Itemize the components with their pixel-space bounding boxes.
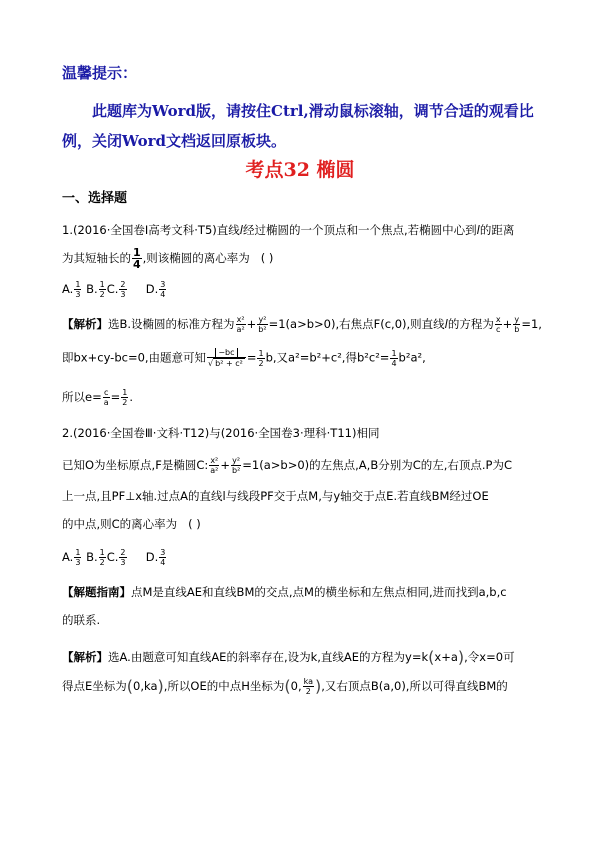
page-title: 考点32 椭圆 xyxy=(245,159,355,181)
q2-guide-line2: 的联系. xyxy=(62,613,101,627)
q1-solution-line2: 即bx+cy-bc=0,由题意可知 $\frac{-bc}{\text{√ b² + c²}}$ = $\frac{1}{2}$ b,又a²=b²+c²,得b²c²= $\frac{1}{4}$ b²a², xyxy=(62,348,426,368)
tip-title: 温馨提示： xyxy=(62,64,138,82)
q2-solution-line1: 【解析】选A.由题意可知直线AE的斜率存在,设为k,直线AE的方程为y=k(x+a),令x=0可 xyxy=(62,647,515,667)
tip-body: 此题库为Word版，请按住Ctrl,滑动鼠标滚轴，调节合适的观看比例，关闭Word文档返回原板块。 xyxy=(62,102,534,150)
q1-solution-line1: 【解析】选B.设椭圆的标准方程为 $\frac{\text{x²}}{\text{a²}}$ + $\frac{\text{y²}}{\text{b²}}$ =1(a>b>0),右焦点F(c,0),则直线l的方程为 $\frac{x}{c}$ + $\frac{y}{b}$ =1, xyxy=(62,315,542,334)
q2-stem-line4: 的中点,则C的离心率为 ( ) xyxy=(62,517,201,531)
section-heading: 一、选择题 xyxy=(62,191,128,206)
q2-stem-line2: 已知O为坐标原点,F是椭圆C: $\frac{\text{x²}}{\text{a²}}$ + $\frac{\text{y²}}{\text{b²}}$ =1(a>b>0)的左焦点,A,B分别为C的左,右顶点.P为C xyxy=(62,456,513,475)
q1-solution-line3: 所以e= $\frac{c}{a}$ = $\frac{1}{2}$ . xyxy=(62,388,134,407)
q1-stem-line1: 1.(2016·全国卷Ⅰ高考文科·T5)直线l经过椭圆的一个顶点和一个焦点,若椭圆中心到l的距离 xyxy=(62,223,515,237)
q1-options: A. $\frac{1}{3}$ B. $\frac{1}{2}$ C. $\frac{2}{3}$ D. $\frac{3}{4}$ xyxy=(62,280,166,299)
q2-stem-line1: 2.(2016·全国卷Ⅲ·文科·T12)与(2016·全国卷3·理科·T11)相同 xyxy=(62,426,380,440)
q2-stem-line3: 上一点,且PF⊥x轴.过点A的直线l与线段PF交于点M,与y轴交于点E.若直线BM经过OE xyxy=(62,489,489,503)
q2-guide-line1: 【解题指南】点M是直线AE和直线BM的交点,点M的横坐标和左焦点相同,进而找到a,b,c xyxy=(62,585,507,599)
q1-stem-line2: 为其短轴长的 $\frac{1}{4}$ ,则该椭圆的离心率为 ( ) xyxy=(62,246,274,271)
q2-solution-line2: 得点E坐标为(0,ka),所以OE的中点H坐标为(0, $\frac{ka}{2}$ ),又右顶点B(a,0),所以可得直线BM的 xyxy=(62,676,508,696)
q2-options: A. $\frac{1}{3}$ B. $\frac{1}{2}$ C. $\frac{2}{3}$ D. $\frac{3}{4}$ xyxy=(62,548,166,567)
